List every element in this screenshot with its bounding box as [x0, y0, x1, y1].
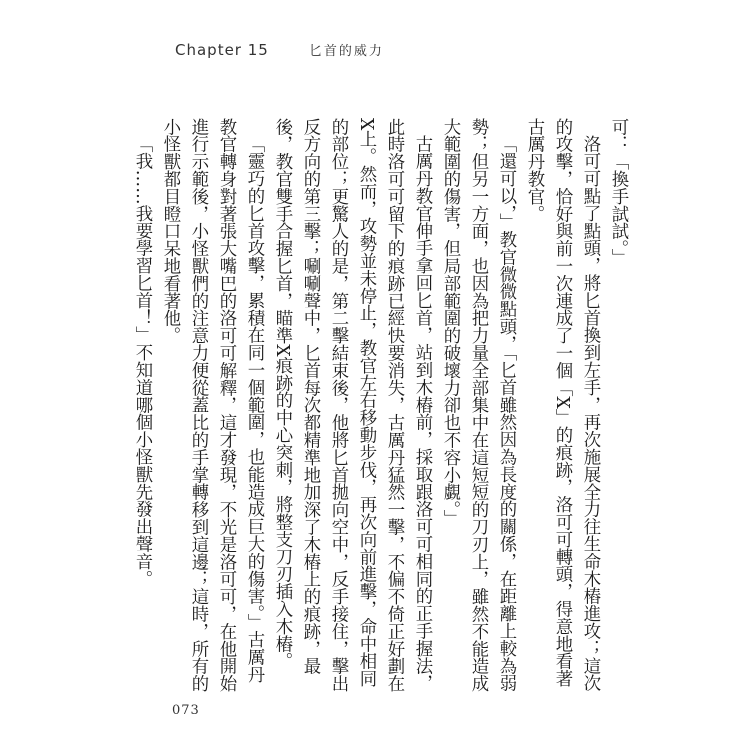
- paragraph: 古厲丹教官伸手拿回匕首，站到木樁前，採取跟洛可可相同的正手握法，此時洛可可留下的痕跡已經快要消失，古厲丹猛然一擊，不偏不倚正好劃在X上。然而，攻勢並未停止，教官左右移動步伐，再次向前進擊，命中相同的部位；更驚人的是，第二擊結束後，他將匕首拋向空中，反手接住，擊出反方向的第三擊；唰唰聲中，匕首每次都精準地加深了木樁上的痕跡，最後，教官雙手合握匕首，瞄準X痕跡的中心突刺，將整支刀刃插入木樁。: [272, 118, 432, 693]
- paragraph: 「我……我要學習匕首！」不知道哪個小怪獸先發出聲音。: [132, 135, 152, 588]
- paragraph: 「靈巧的匕首攻擊，累積在同一個範圍，也能造成巨大的傷害。」古厲丹教官轉身對著張大嘴巴的洛可可解釋，這才發現，不光是洛可可，在他開始進行示範後，小怪獸們的注意力便從蓋比的手掌轉移到這邊；這時，所有的小怪獸都目瞪口呆地看著他。: [160, 118, 264, 693]
- paragraph: 可：「換手試試。」: [608, 118, 628, 266]
- running-header: [175, 40, 384, 59]
- page-number: 073: [172, 703, 200, 718]
- body-text: [132, 118, 632, 693]
- chapter-label: Chapter 15: [175, 41, 269, 59]
- paragraph: 「還可以，」教官微微點頭，「匕首雖然因為長度的關係，在距離上較為弱勢；但另一方面，也因為把力量全部集中在這短短的刀刃上，雖然不能造成大範圍的傷害，但局部範圍的破壞力卻也不容小覷。」: [440, 118, 516, 693]
- chapter-title: 匕首的威力: [308, 44, 384, 59]
- paragraph: 洛可可點了點頭，將匕首換到左手，再次施展全力往生命木樁進攻；這次的攻擊，恰好與前一次連成了一個「X」的痕跡，洛可可轉頭，得意地看著古厲丹教官。: [524, 118, 600, 693]
